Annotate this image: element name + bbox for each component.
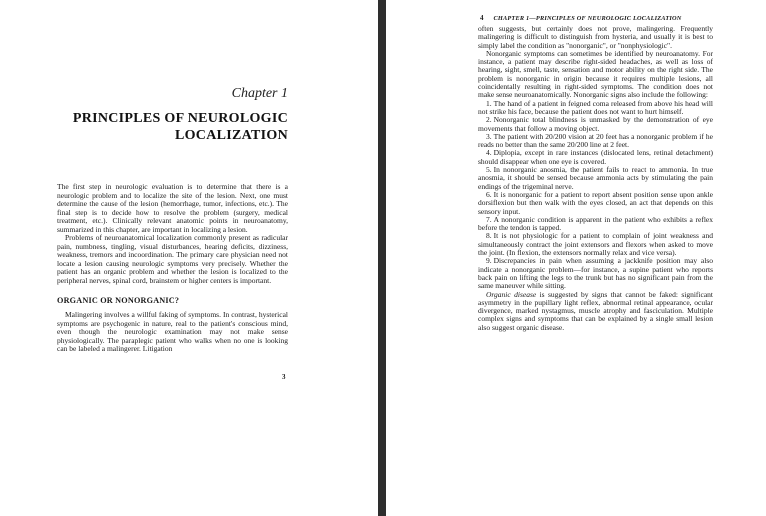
organic-disease-term: Organic disease — [486, 289, 537, 299]
list-item: 3. The patient with 20/200 vision at 20 feet has a nonorganic problem if he reads no better than the same 20/200 line at 2 feet. — [478, 131, 713, 150]
nonorganic-paragraph: Nonorganic symptoms can sometimes be identified by neuroanatomy. For instance, a patient may describe right-sided headaches, as well as loss of hearing, sight, smell, taste, sensation and motor ability on the right side. The problem is nonorganic in origin because it requires multiple lesions, all coincidentally resulting in right-sided symptoms. The condition does not make sense neuroanatomically. Nonorganic signs also include the following: — [478, 48, 713, 100]
book-gutter — [378, 0, 386, 516]
section-heading: ORGANIC OR NONORGANIC? — [57, 296, 180, 305]
right-page-body — [478, 25, 713, 332]
list-item: 1. The hand of a patient in feigned coma released from above his head will not strike his face, because the patient does not want to hurt himself. — [478, 98, 713, 116]
list-item: 9. Discrepancies in pain when assuming a jackknife position may also indicate a nonorganic problem—for instance, a supine patient who reports back pain on lifting the legs to the trunk but has no significant pain from the same maneuver while sitting. — [478, 256, 713, 291]
list-item: 7. A nonorganic condition is apparent in the patient who exhibits a reflex before the tendon is tapped. — [478, 214, 713, 233]
list-item: 6. It is nonorganic for a patient to report absent position sense upon ankle dorsiflexion but then walk with the eyes closed, an act that depends on this sensory input. — [478, 189, 713, 216]
problems-paragraph: Problems of neuroanatomical localization commonly present as radicular pain, numbness, tingling, visual disturbances, hearing deficits, dizziness, weakness, tremors and incoordination. The primary care physician need not locate a lesion causing neurologic symptoms very precisely. Whether the patient has an organic problem and whether the lesion is localized to the peripheral nerves, spinal cord, brainstem or higher centers is important. — [57, 233, 288, 285]
chapter-label: Chapter 1 — [231, 86, 288, 101]
list-item: 8. It is not physiologic for a patient to complain of joint weakness and simultaneously contract the joint extensors and flexors when asked to move the joint. (In flexion, the extensors normally relax and vice versa). — [478, 231, 713, 258]
left-page-body — [57, 183, 288, 354]
intro-paragraph: The first step in neurologic evaluation is to determine that there is a neurologic problem and to localize the site of the lesion. Next, one must determine the cause of the lesion (hemorrhage, tumor, infections, etc.). The final step is to decide how to resolve the problem (surgery, medical treatment, etc.). Clinically relevant anatomic points in neuroanatomy, summarized in this chapter, are important in localizing a lesion. — [57, 182, 288, 234]
running-head — [480, 14, 682, 22]
continuation-paragraph: often suggests, but certainly does not prove, malingering. Frequently malingering is difficult to distinguish from hysteria, and usually it is best to simply label the condition as "nonorganic", or "nonphysiologic". — [478, 24, 713, 50]
list-item: 4. Diplopia, except in rare instances (dislocated lens, retinal detachment) should disappear when one eye is covered. — [478, 148, 713, 166]
list-item: 2. Nonorganic total blindness is unmasked by the demonstration of eye movements that follow a moving object. — [478, 115, 713, 133]
organic-disease-paragraph: Organic disease is suggested by signs that cannot be faked: significant asymmetry in the pupillary light reflex, abnormal retinal appearance, ocular divergence, marked nystagmus, muscle atrophy and fasciculation. Multiple complex signs and symptoms that can be explained by a single small lesion also suggest organic disease. — [478, 289, 713, 332]
right-page — [386, 0, 766, 516]
page-number: 4 — [480, 14, 484, 22]
list-item: 5. In nonorganic anosmia, the patient fails to react to ammonia. In true anosmia, it should be sensed because ammonia acts by stimulating the pain endings of the trigeminal nerve. — [478, 165, 713, 191]
left-page — [0, 0, 378, 516]
chapter-title: PRINCIPLES OF NEUROLOGIC LOCALIZATION — [72, 111, 288, 143]
page-number: 3 — [282, 373, 286, 381]
running-head-title: CHAPTER 1—PRINCIPLES OF NEUROLOGIC LOCALIZATION — [493, 15, 682, 22]
malingering-paragraph: Malingering involves a willful faking of symptoms. In contrast, hysterical symptoms are psychogenic in nature, real to the patient's conscious mind, even though the neurologic examination may not make sense physiologically. The paraplegic patient who walks when no one is looking can be labeled a malingerer. Litigation — [57, 310, 288, 353]
